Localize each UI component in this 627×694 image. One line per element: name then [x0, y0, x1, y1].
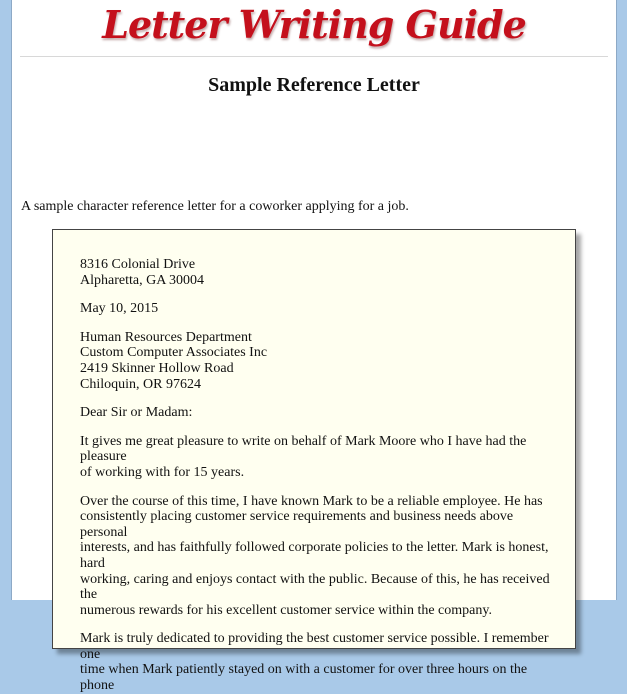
paragraph-line: Mark is truly dedicated to providing the best customer service possible. I remember one	[80, 631, 549, 662]
letter-paragraph	[80, 434, 551, 481]
recipient-address	[80, 330, 551, 392]
page-container	[11, 0, 617, 694]
address-line: 8316 Colonial Drive	[80, 257, 196, 272]
sample-letter	[52, 229, 576, 694]
address-line: 2419 Skinner Hollow Road	[80, 360, 234, 376]
site-logo[interactable]: Letter Writing Guide	[102, 2, 526, 47]
paragraph-line: consistently placing customer service requirements and business needs above personal	[80, 509, 514, 540]
header-divider	[20, 56, 608, 57]
letter-paragraph	[80, 494, 551, 619]
paragraph-line: It gives me great pleasure to write on behalf of Mark Moore who I have had the pleasure	[80, 433, 527, 465]
intro-text: A sample character reference letter for a coworker applying for a job.	[21, 199, 409, 214]
address-line: Alpharetta, GA 30004	[80, 272, 205, 288]
address-line: Custom Computer Associates Inc	[80, 345, 268, 361]
paragraph-line: of working with for 15 years.	[80, 464, 245, 480]
paragraph-line: working, caring and enjoys contact with the public. Because of this, he has received the	[80, 571, 550, 603]
paragraph-line: interests, and has faithfully followed corporate policies to the letter. Mark is honest, hard	[80, 540, 549, 571]
page-title: Sample Reference Letter	[208, 74, 420, 96]
paragraph-line: Over the course of this time, I have known Mark to be a reliable employee. He has	[80, 493, 543, 509]
sender-address	[80, 257, 551, 288]
paragraph-line: time when Mark patiently stayed on with a customer for over three hours on the phone	[80, 662, 528, 694]
salutation: Dear Sir or Madam:	[80, 405, 193, 421]
paragraph-line: numerous rewards for his excellent customer service within the company.	[80, 602, 492, 618]
letter-paragraph	[80, 631, 551, 693]
letter-date: May 10, 2015	[80, 301, 159, 317]
address-line: Chiloquin, OR 97624	[80, 376, 201, 392]
address-line: Human Resources Department	[80, 329, 252, 345]
